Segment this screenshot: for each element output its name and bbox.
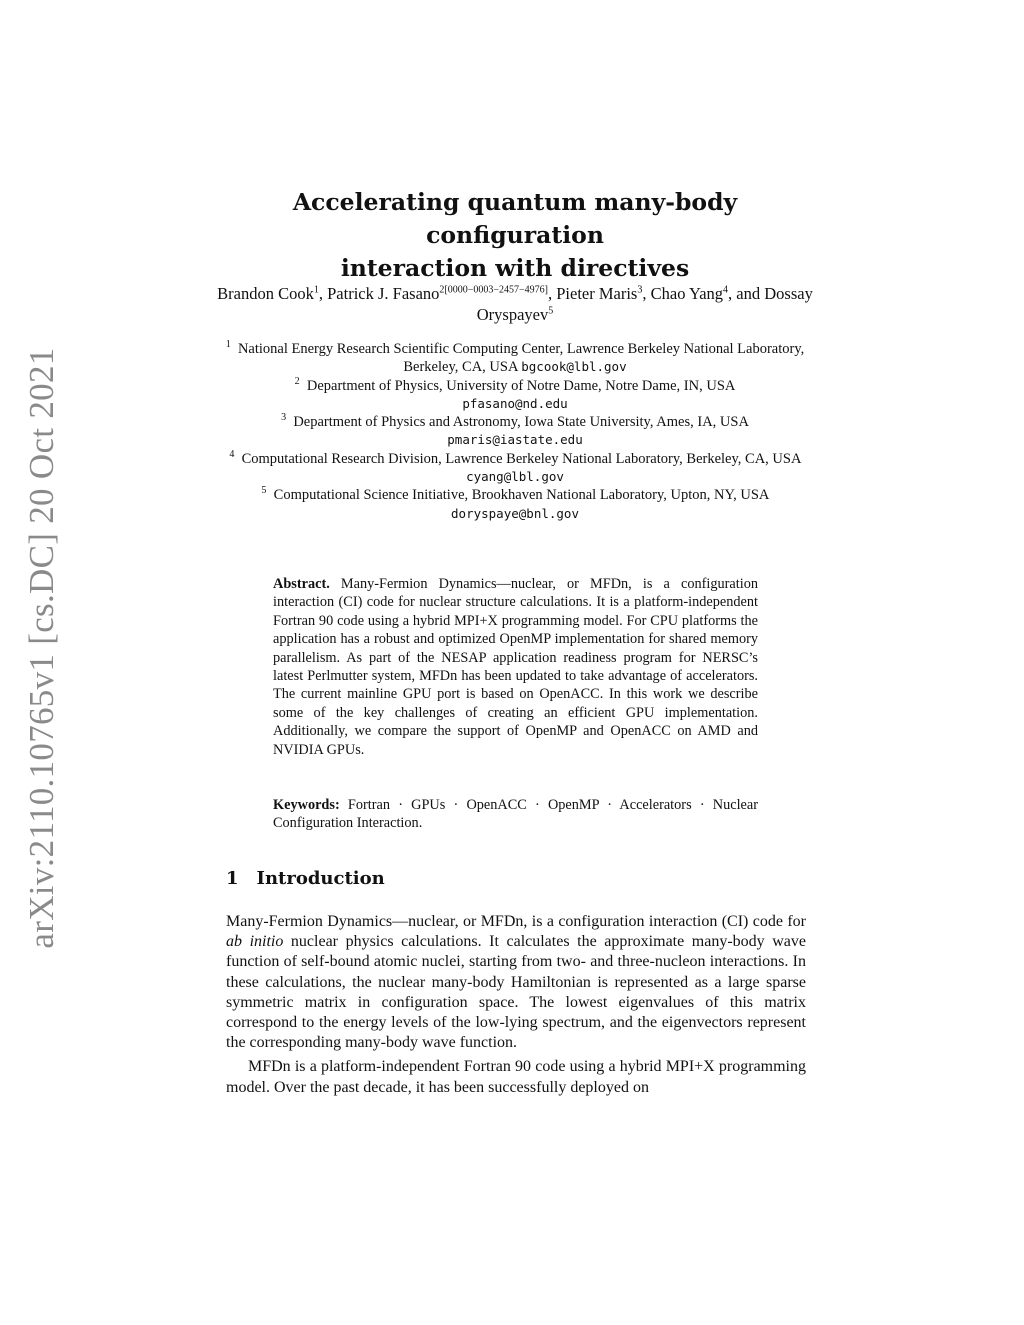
affiliation-text: Department of Physics and Astronomy, Iowa State University, Ames, IA, USA — [293, 414, 749, 431]
author-orcid-mark[interactable]: 2[0000−0003−2457−4976] — [439, 284, 548, 296]
author-name: Patrick J. Fasano — [327, 284, 440, 303]
affiliation-item — [225, 340, 805, 377]
section-heading — [226, 868, 385, 889]
arxiv-identifier[interactable]: arXiv:2110.10765v1 [cs.DC] 20 Oct 2021 — [22, 347, 61, 949]
author-affil-mark: 4 — [723, 284, 729, 296]
affiliation-number: 1 — [225, 339, 231, 351]
title-line-1: Accelerating quantum many-body configuration — [292, 188, 738, 249]
affiliation-list — [225, 340, 805, 523]
affiliation-email[interactable]: pfasano@nd.edu — [462, 395, 568, 411]
abstract-label: Abstract. — [273, 576, 330, 592]
paragraph-text: Many-Fermion Dynamics—nuclear, or MFDn, is a configuration interaction (CI) code for — [226, 913, 806, 930]
paragraph: MFDn is a platform-independent Fortran 90 code using a hybrid MPI+X programming model. Over the past decade, it has been successfully deployed on — [226, 1058, 806, 1096]
affiliation-item — [225, 450, 805, 487]
affiliation-item — [225, 486, 805, 523]
author-name: Brandon Cook — [217, 284, 314, 303]
author-affil-mark: 3 — [637, 284, 643, 296]
keywords — [273, 796, 758, 833]
affiliation-text: National Energy Research Scientific Computing Center, Lawrence Berkeley National Laboratory, Berkeley, CA, USA — [237, 341, 805, 376]
affiliation-email[interactable]: bgcook@lbl.gov — [521, 359, 627, 375]
affiliation-text: Department of Physics, University of Notre Dame, Notre Dame, IN, USA — [306, 377, 736, 394]
abstract — [273, 575, 758, 759]
section-title: Introduction — [256, 868, 385, 889]
author-name: Chao Yang — [650, 284, 724, 303]
author-list: Brandon Cook$^1$, Patrick J. Fasano$^{2[0000-0003-2457-4976]}$, Pieter Maris$^3$, Chao Yang$^4$, and Dossay Oryspayev$^5$ — [217, 284, 813, 324]
affiliation-text: Computational Science Initiative, Brookhaven National Laboratory, Upton, NY, USA — [273, 487, 769, 504]
title-line-2: interaction with directives — [340, 254, 690, 282]
author-name: Pieter Maris — [556, 284, 638, 303]
affiliation-email[interactable]: cyang@lbl.gov — [466, 469, 564, 485]
affiliation-email[interactable]: doryspaye@bnl.gov — [451, 505, 579, 521]
keywords-label: Keywords: — [273, 797, 340, 813]
author-affil-mark: 5 — [548, 305, 554, 317]
paragraph-text: nuclear physics calculations. It calculates the approximate many-body wave function of self-bound atomic nuclei, starting from two- and three-nucleon interactions. In these calculations, the nuclear many-body Hamiltonian is represented as a large sparse symmetric matrix in configuration space. The lowest eigenvalues of this matrix correspond to the energy levels of the low-lying spectrum, and the eigenvectors represent the corresponding many-body wave function. — [226, 933, 807, 1052]
author-affil-mark: 1 — [313, 284, 319, 296]
affiliation-number: 3 — [281, 412, 287, 424]
affiliation-item — [225, 377, 805, 414]
affiliation-item — [225, 413, 805, 450]
section-number: 1 — [226, 868, 239, 889]
body-text — [226, 912, 806, 1098]
affiliation-number: 2 — [294, 375, 300, 387]
paragraph — [226, 912, 806, 1053]
affiliation-number: 4 — [229, 448, 235, 460]
keywords-text: Fortran · GPUs · OpenACC · OpenMP · Accelerators · Nuclear Configuration Interaction. — [273, 797, 759, 832]
italic-term: ab initio — [226, 933, 284, 951]
affiliation-text: Computational Research Division, Lawrence Berkeley National Laboratory, Berkeley, CA, USA — [241, 450, 801, 467]
affiliation-number: 5 — [261, 485, 267, 497]
abstract-text: Many-Fermion Dynamics—nuclear, or MFDn, is a configuration interaction (CI) code for nuclear structure calculations. It is a platform-independent Fortran 90 code using a hybrid MPI+X programming model. For CPU platforms the application has a robust and optimized OpenMP implementation for shared memory parallelism. As part of the NESAP application readiness program for NERSC’s latest Perlmutter system, MFDn has been updated to take advantage of accelerators. The current mainline GPU port is based on OpenACC. In this work we describe some of the key challenges of creating an efficient GPU implementation. Additionally, we compare the support of OpenMP and OpenACC on AMD and NVIDIA GPUs. — [273, 576, 758, 758]
author-name: Dossay Oryspayev — [476, 284, 813, 324]
paper-title — [200, 186, 830, 285]
affiliation-email[interactable]: pmaris@iastate.edu — [447, 432, 583, 448]
